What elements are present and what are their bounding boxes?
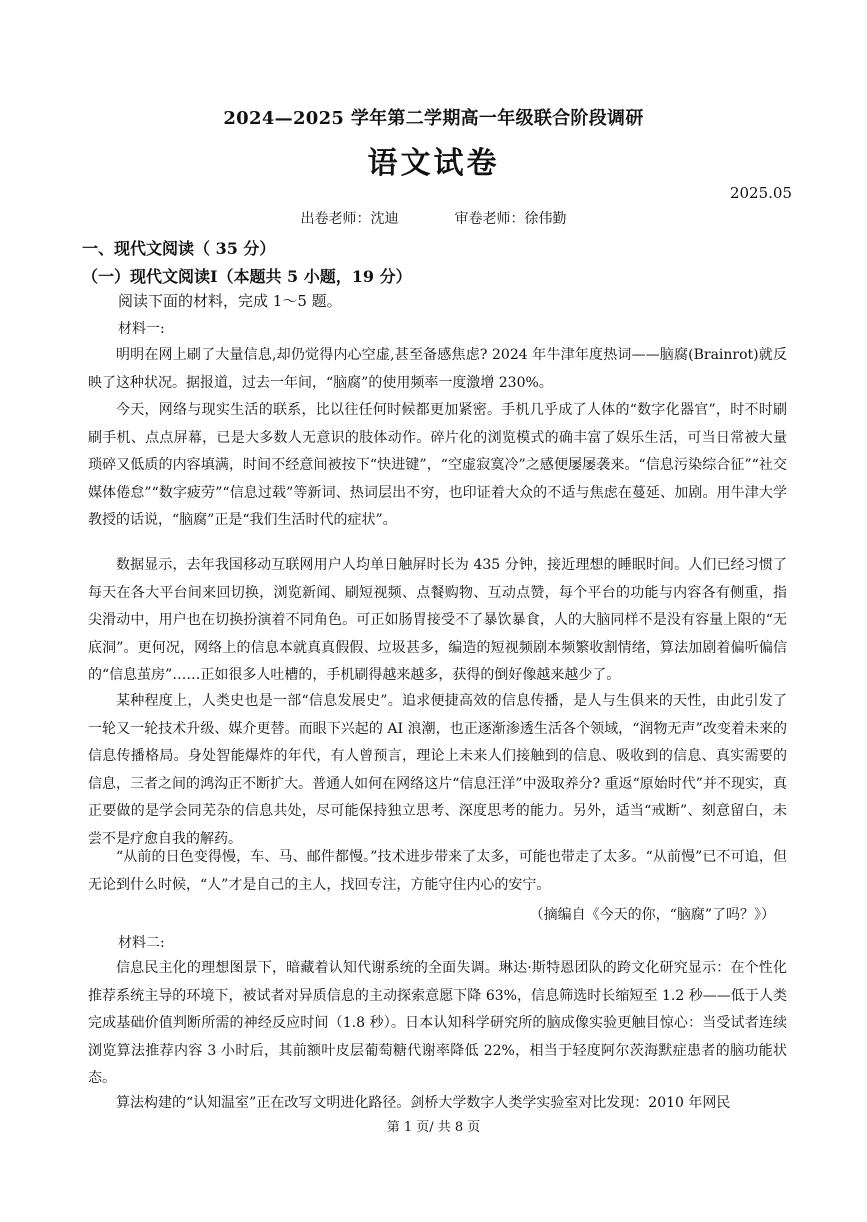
material-one-paragraph: 某种程度上，人类史也是一部“信息发展史”。追求便捷高效的信息传播，是人与生俱来的天性，由此引发了一轮又一轮技术升级、媒介更替。而眼下兴起的 AI 浪潮，也正逐渐渗透生活各个领域，“润物无声”改变着未来的信息传播格局。身处智能爆炸的年代，有人曾预言，理论上未来人们接触到的信息、吸收到的信息、真实需要的信息，三者之间的鸿沟正不断扩大。普通人如何在网络这片“信息汪洋”中汲取养分? 重返“原始时代”并不现实，真正要做的是学会同芜杂的信息共处，尽可能保持独立思考、深度思考的能力。另外，适当“戒断”、刻意留白，未尝不是疗愈自我的解药。 bbox=[88, 693, 787, 847]
setter-name: 出卷老师：沈迪 bbox=[300, 211, 399, 227]
teacher-line bbox=[0, 208, 867, 228]
material-one-source: （摘编自《今天的你，“脑腐”了吗？》） bbox=[529, 907, 775, 923]
material-two-paragraph: 算法构建的“认知温室”正在改写文明进化路径。剑桥大学数字人类学实验室对比发现：2010 年网民 bbox=[116, 1095, 731, 1111]
reviewer-name: 审卷老师：徐伟勤 bbox=[454, 211, 567, 227]
material-one-label: 材料一: bbox=[118, 321, 165, 337]
exam-date: 2025.05 bbox=[729, 184, 792, 202]
material-one-paragraph: 今天，网络与现实生活的联系，比以往任何时候都更加紧密。手机几乎成了人体的“数字化器官”，时不时刷刷手机、点点屏幕，已是大多数人无意识的肢体动作。碎片化的浏览模式的确丰富了娱乐生活，可当日常被大量琐碎又低质的内容填满，时间不经意间被按下“快进键”，“空虚寂寞冷”之感便屡屡袭来。“信息污染综合征”“社交媒体倦怠”“数字疲劳”“信息过载”等新词、热词层出不穷，也印证着大众的不适与焦虑在蔓延、加剧。用牛津大学教授的话说，“脑腐”正是“我们生活时代的症状”。 bbox=[88, 402, 787, 528]
material-one-paragraph: “从前的日色变得慢，车、马、邮件都慢。”技术进步带来了太多，可能也带走了太多。“从前慢”已不可追，但无论到什么时候，“人”才是自己的主人，找回专注，方能守住内心的安宁。 bbox=[88, 849, 787, 893]
material-two-paragraph: 信息民主化的理想图景下，暗藏着认知代谢系统的全面失调。琳达·斯特恩团队的跨文化研究显示：在个性化推荐系统主导的环境下，被试者对异质信息的主动探索意愿下降 63%，信息筛选时长缩短至 1.2 秒——低于人类完成基础价值判断所需的神经反应时间（1.8 秒）。日本认知科学研究所的脑成像实验更触目惊心：当受试者连续浏览算法推荐内容 3 小时后，其前额叶皮层葡萄糖代谢率降低 22%，相当于轻度阿尔茨海默症患者的脑功能状态。 bbox=[88, 960, 787, 1086]
section-one-title: 一、现代文阅读（ 35 分） bbox=[82, 239, 276, 258]
exam-title: 2024—2025 学年第二学期高一年级联合阶段调研 bbox=[223, 108, 644, 129]
subject-title: 语文试卷 bbox=[367, 146, 500, 181]
material-two-label: 材料二: bbox=[118, 935, 165, 951]
reading-instruction: 阅读下面的材料，完成 1～5 题。 bbox=[118, 292, 342, 310]
material-one-paragraph: 数据显示，去年我国移动互联网用户人均单日触屏时长为 435 分钟，接近理想的睡眠时间。人们已经习惯了每天在各大平台间来回切换，浏览新闻、刷短视频、点餐购物、互动点赞，每个平台的功能与内容各有侧重，指尖滑动中，用户也在切换扮演着不同角色。可正如肠胃接受不了暴饮暴食，人的大脑同样不是没有容量上限的“无底洞”。更何况，网络上的信息本就真真假假、垃圾甚多，编造的短视频剧本频繁收割情绪，算法加剧着偏听偏信的“信息茧房”……正如很多人吐槽的，手机刷得越来越多，获得的倒好像越来越少了。 bbox=[88, 557, 787, 683]
part-one-title: （一）现代文阅读Ⅰ（本题共 5 小题，19 分） bbox=[82, 267, 412, 286]
material-one-paragraph: 明明在网上刷了大量信息,却仍觉得内心空虚,甚至备感焦虑? 2024 年牛津年度热词——脑腐(Brainrot)就反映了这种状况。据报道，过去一年间，“脑腐”的使用频率一度激增 230%。 bbox=[88, 347, 787, 391]
page-number: 第 1 页/ 共 8 页 bbox=[386, 1120, 481, 1135]
